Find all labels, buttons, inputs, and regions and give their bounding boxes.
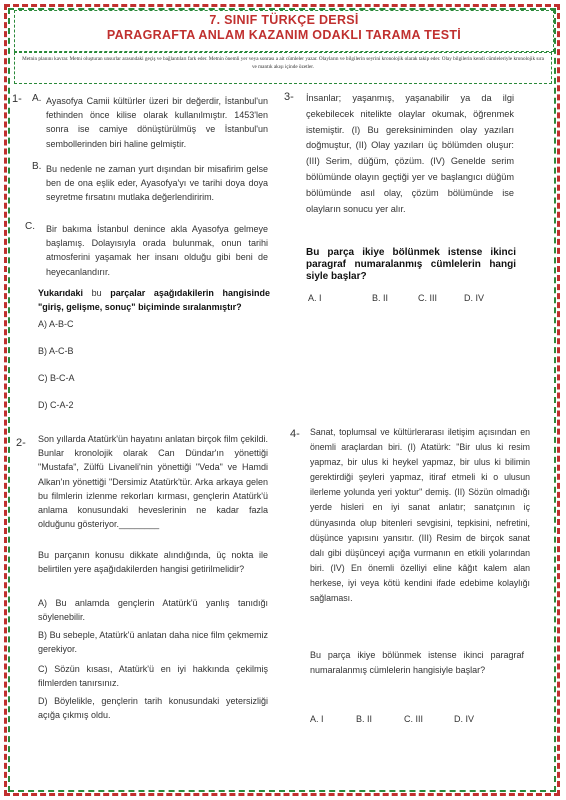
q1-part-a-label: A.	[32, 93, 42, 104]
question-1-number: 1-	[12, 93, 22, 105]
q2-question: Bu parçanın konusu dikkate alındığında, üç nokta ile belirtilen yere aşağıdakilerden hangisi getirilmelidir?	[38, 550, 268, 575]
q1-option-a[interactable]: A) A-B-C	[38, 319, 74, 329]
q3-option-d[interactable]: D. IV	[464, 293, 485, 303]
q1-part-c-text: Bir bakıma İstanbul denince akla Ayasofya gelmeye başlamış. Dolayısıyla orada bulunmak, onun tarihi atmosferini yaşamak her insanı olduğu gibi beni de heyecanlandırır.	[46, 224, 268, 277]
page-subtitle: PARAGRAFTA ANLAM KAZANIM ODAKLI TARAMA TESTİ	[106, 28, 462, 42]
q4-option-b[interactable]: B. II	[356, 714, 373, 724]
q1-part-b-label: B.	[32, 161, 42, 172]
q2-option-c[interactable]: C) Sözün kısası, Atatürk'ü en iyi hakkında çekilmiş filmlerden tanırsınız.	[38, 664, 268, 689]
q3-option-a[interactable]: A. I	[308, 293, 322, 303]
q1-part-a-text: Ayasofya Camii kültürler üzeri bir değerdir, İstanbul'un fethinden önce kilise olarak kullanılmıştır. 1453'len sonra ise camiye dönüştürülmüş ve İstanbul'un sembollerinden biri haline gelmiştir.	[46, 96, 268, 149]
q2-option-d[interactable]: D) Böylelikle, gençlerin tarih konusundaki yetersizliği açığa çıkmış oldu.	[38, 696, 268, 721]
question-4-number: 4-	[290, 428, 300, 440]
title-box	[14, 10, 554, 52]
q1-option-b[interactable]: B) A-C-B	[38, 346, 74, 356]
q1-option-d[interactable]: D) C-A-2	[38, 400, 74, 410]
q1-option-c[interactable]: C) B-C-A	[38, 373, 75, 383]
q2-text: Son yıllarda Atatürk'ün hayatını anlatan birçok film çekildi. Bunlar kronolojik olarak Can Dündar'ın yönettiği "Mustafa", Zülfü Livaneli'nin yönettiği "Veda" ve Hamdi Alkan'ın yönettiği "Dersimiz Atatürk'tür. Arka arkaya gelen bu filmlerin izlenme rekorları kırması, gençlerin Atatürk'ü anlama konusundaki heveslerinin ne kadar fazla olduğunu gösteriyor.________	[38, 434, 268, 530]
q2-option-a[interactable]: A) Bu anlamda gençlerin Atatürk'ü yanlış tanıdığı söylenebilir.	[38, 598, 268, 623]
q3-option-c[interactable]: C. III	[418, 293, 438, 303]
question-2-number: 2-	[16, 437, 26, 449]
q4-option-d[interactable]: D. IV	[454, 714, 475, 724]
question-3-number: 3-	[284, 91, 294, 103]
page-title: 7. SINIF TÜRKÇE DERSİ	[209, 13, 359, 27]
q4-option-c[interactable]: C. III	[404, 714, 424, 724]
q4-options	[310, 714, 474, 724]
q3-question: Bu parça ikiye bölünmek istense ikinci paragraf numaralanmış cümlelerin hangi siyle başlar?	[306, 247, 516, 282]
q2-option-b[interactable]: B) Bu sebeple, Atatürk'ü anlatan daha nice film çekmemiz gerekiyor.	[38, 630, 268, 655]
q3-option-b[interactable]: B. II	[372, 293, 389, 303]
q1-part-c-label: C.	[25, 221, 35, 232]
q3-options	[308, 293, 484, 303]
q1-question: Yukarıdaki bu parçalar aşağıdakilerin hangisinde "giriş, gelişme, sonuç" biçiminde sıralanmıştır?	[38, 288, 271, 313]
q3-text: İnsanlar; yaşanmış, yaşanabilir ya da ilgi çekebilecek nitelikte olaylar okumak, öğrenmek istemiştir. (I) Bu gereksiniminden olay yazıları doğmuştur, (II) Olay yazıları üç bölümden oluşur: (III) Serim, düğüm, çözüm. (IV) Genelde serim bölümünde olayın geçtiği yer ve başlangıcı düğüm bölümünde asıl olay, çözüm bölümünde ise olayların sonucu yer alır.	[306, 93, 514, 214]
q1-part-b-text: Bu nedenle ne zaman yurt dışından bir misafirim gelse ben de ona eşlik eder, Ayasofya'yı ve tarihi doya doya seyretme fırsatını mutlaka değerlendiririm.	[46, 164, 268, 203]
objectives-box: Metnin planını kavrar. Metni oluşturan unsurlar arasındaki geçiş ve bağlantıları fark eder. Metnin önemli yer veya sonrası a ait cümleler yazar. Olayların ve bilgilerin seyrini kronolojik olarak takip eder. Olay bilgilerin kendi cümleleriyle kronolojik sıra ve mantık akışı içinde özetler.	[14, 52, 552, 84]
q4-option-a[interactable]: A. I	[310, 714, 324, 724]
q4-question: Bu parça ikiye bölünmek istense ikinci paragraf numaralanmış cümlelerin hangisiyle başlar?	[310, 650, 524, 675]
q4-text: Sanat, toplumsal ve kültürlerarası iletişim açısından en önemli araçlardan biri. (I) Atatürk: "Bir ulus ki resim yapmaz, bir ulus ki heykel yapmaz, bir ulus ki bilimin gerektirdiği şeyleri yapmaz, itiraf etmeli ki o ulusun ilerleme yolunda yeri yoktur" demiş. (II) Sözün olmadığı yerde hisleri en iyi sanat anlatır; sanatçının iç dünyasında olup bitenleri sevgisini, tepkisini, nefretini, düşünce yapısını yansıtır. (III) Resim de birçok sanat dalı gibi düşünceyi açığa vurmanın en etkili yolarından biri. (IV) En önemli özelliyi eline kâğıt kalem alan herkese, iyi veya kötü kendini ifade edebime kolaylığı sağlaması.	[310, 427, 530, 604]
